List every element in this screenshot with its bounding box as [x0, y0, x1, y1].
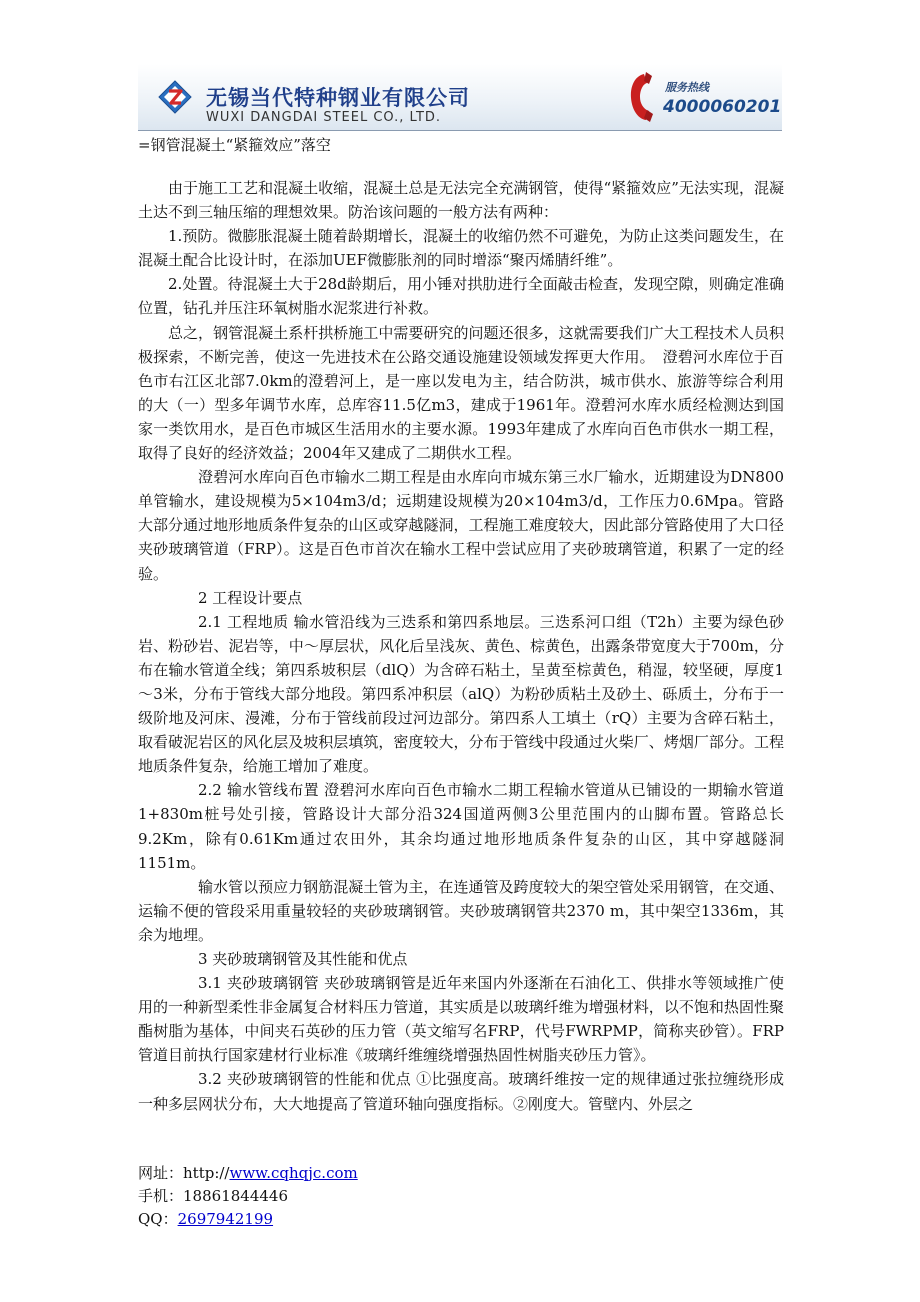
paragraph: 2.处置。待混凝土大于28d龄期后，用小锤对拱肋进行全面敲击检查，发现空隙，则确定准确位置，钻孔并压注环氧树脂水泥浆进行补救。	[138, 275, 784, 318]
paragraph: 3.1 夹砂玻璃钢管 夹砂玻璃钢管是近年来国内外逐渐在石油化工、供排水等领域推广使用的一种新型柔性非金属复合材料压力管道，其实质是以玻璃纤维为增强材料，以不饱和热固性聚酯树脂为基体，中间夹石英砂的压力管（英文缩写名FRP，代号FWRPMP，简称夹砂管）。FRP管道目前执行国家建材行业标准《玻璃纤维缠绕增强热固性树脂夹砂压力管》。	[138, 974, 784, 1065]
paragraph: 总之，钢管混凝土系杆拱桥施工中需要研究的问题还很多，这就需要我们广大工程技术人员积极探索，不断完善，使这一先进技术在公路交通设施建设领域发挥更大作用。 澄碧河水库位于百色市右江区北部7.0km的澄碧河上，是一座以发电为主，结合防洪，城市供水、旅游等综合利用的大（一）型多年调节水库，总库容11.5亿m3，建成于1961年。澄碧河水库水质经检测达到国家一类饮用水，是百色市城区生活用水的主要水源。1993年建成了水库向百色市供水一期工程，取得了良好的经济效益；2004年又建成了二期供水工程。	[138, 323, 784, 463]
phone-label: 手机：	[138, 1187, 184, 1205]
website-label: 网址：http://	[138, 1164, 230, 1182]
company-name-english: WUXI DANGDAI STEEL CO., LTD.	[206, 110, 442, 125]
qq-line	[138, 1208, 358, 1231]
paragraph: 输水管以预应力钢筋混凝土管为主，在连通管及跨度较大的架空管处采用钢管，在交通、运输不便的管段采用重量较轻的夹砂玻璃钢管。夹砂玻璃钢管共2370 m，其中架空1336m，其余为地埋。	[138, 877, 784, 944]
company-header-banner	[138, 64, 782, 131]
document-title: =钢管混凝土“紧箍效应”落空	[138, 136, 331, 154]
paragraph: 澄碧河水库向百色市输水二期工程是由水库向市城东第三水厂输水，近期建设为DN800单管输水，建设规模为5×104m3/d；远期建设规模为20×104m3/d，工作压力0.6Mpa。管路大部分通过地形地质条件复杂的山区或穿越隧洞，工程施工难度较大，因此部分管路使用了大口径夹砂玻璃管道（FRP）。这是百色市首次在输水工程中尝试应用了夹砂玻璃管道，积累了一定的经验。	[138, 468, 784, 583]
website-link[interactable]: www.cqhqjc.com	[229, 1164, 358, 1182]
hotline-number: 4000060201	[663, 97, 782, 117]
website-line	[138, 1162, 358, 1185]
section-heading: 2 工程设计要点	[198, 588, 303, 607]
paragraph: 由于施工工艺和混凝土收缩，混凝土总是无法完全充满钢管，使得“紧箍效应”无法实现，混凝土达不到三轴压缩的理想效果。防治该问题的一般方法有两种：	[138, 179, 784, 222]
company-name-chinese: 无锡当代特种钢业有限公司	[206, 86, 470, 110]
paragraph: 2.1 工程地质 输水管沿线为三迭系和第四系地层。三迭系河口组（T2h）主要为绿色砂岩、粉砂岩、泥岩等，中～厚层状，风化后呈浅灰、黄色、棕黄色，出露条带宽度大于700m，分布在输水管道全线；第四系坡积层（dlQ）为含碎石粘土，呈黄至棕黄色，稍湿，较坚硬，厚度1～3米，分布于管线大部分地段。第四系冲积层（alQ）为粉砂质粘土及砂土、砾质土，分布于一级阶地及河床、漫滩，分布于管线前段过河边部分。第四系人工填土（rQ）主要为含碎石粘土，取看破泥岩区的风化层及坡积层填筑，密度较大，分布于管线中段通过火柴厂、烤烟厂部分。工程地质条件复杂，给施工增加了难度。	[138, 612, 784, 776]
telephone-handset-icon	[624, 70, 658, 124]
phone-value: 18861844446	[183, 1187, 288, 1205]
article-body	[138, 176, 784, 1116]
paragraph: 3.2 夹砂玻璃钢管的性能和优点 ①比强度高。玻璃纤维按一定的规律通过张拉缠绕形成一种多层网状分布，大大地提高了管道环轴向强度指标。②刚度大。管壁内、外层之	[138, 1070, 784, 1113]
phone-line	[138, 1185, 358, 1208]
paragraph: 2.2 输水管线布置 澄碧河水库向百色市输水二期工程输水管道从已铺设的一期输水管道1+830m桩号处引接，管路设计大部分沿324国道两侧3公里范围内的山脚布置。管路总长9.2Km，除有0.61Km通过农田外，其余均通过地形地质条件复杂的山区，其中穿越隧洞1151m。	[138, 781, 784, 872]
company-logo-icon	[158, 80, 192, 114]
hotline-label: 服务热线	[665, 81, 709, 94]
contact-footer	[138, 1162, 358, 1231]
paragraph: 1.预防。微膨胀混凝土随着龄期增长，混凝土的收缩仍然不可避免，为防止这类问题发生，在混凝土配合比设计时，在添加UEF微膨胀剂的同时增添“聚丙烯腈纤维”。	[138, 227, 784, 270]
qq-link[interactable]: 2697942199	[177, 1210, 274, 1228]
section-heading: 3 夹砂玻璃钢管及其性能和优点	[198, 950, 408, 968]
qq-label: QQ：	[138, 1210, 178, 1228]
